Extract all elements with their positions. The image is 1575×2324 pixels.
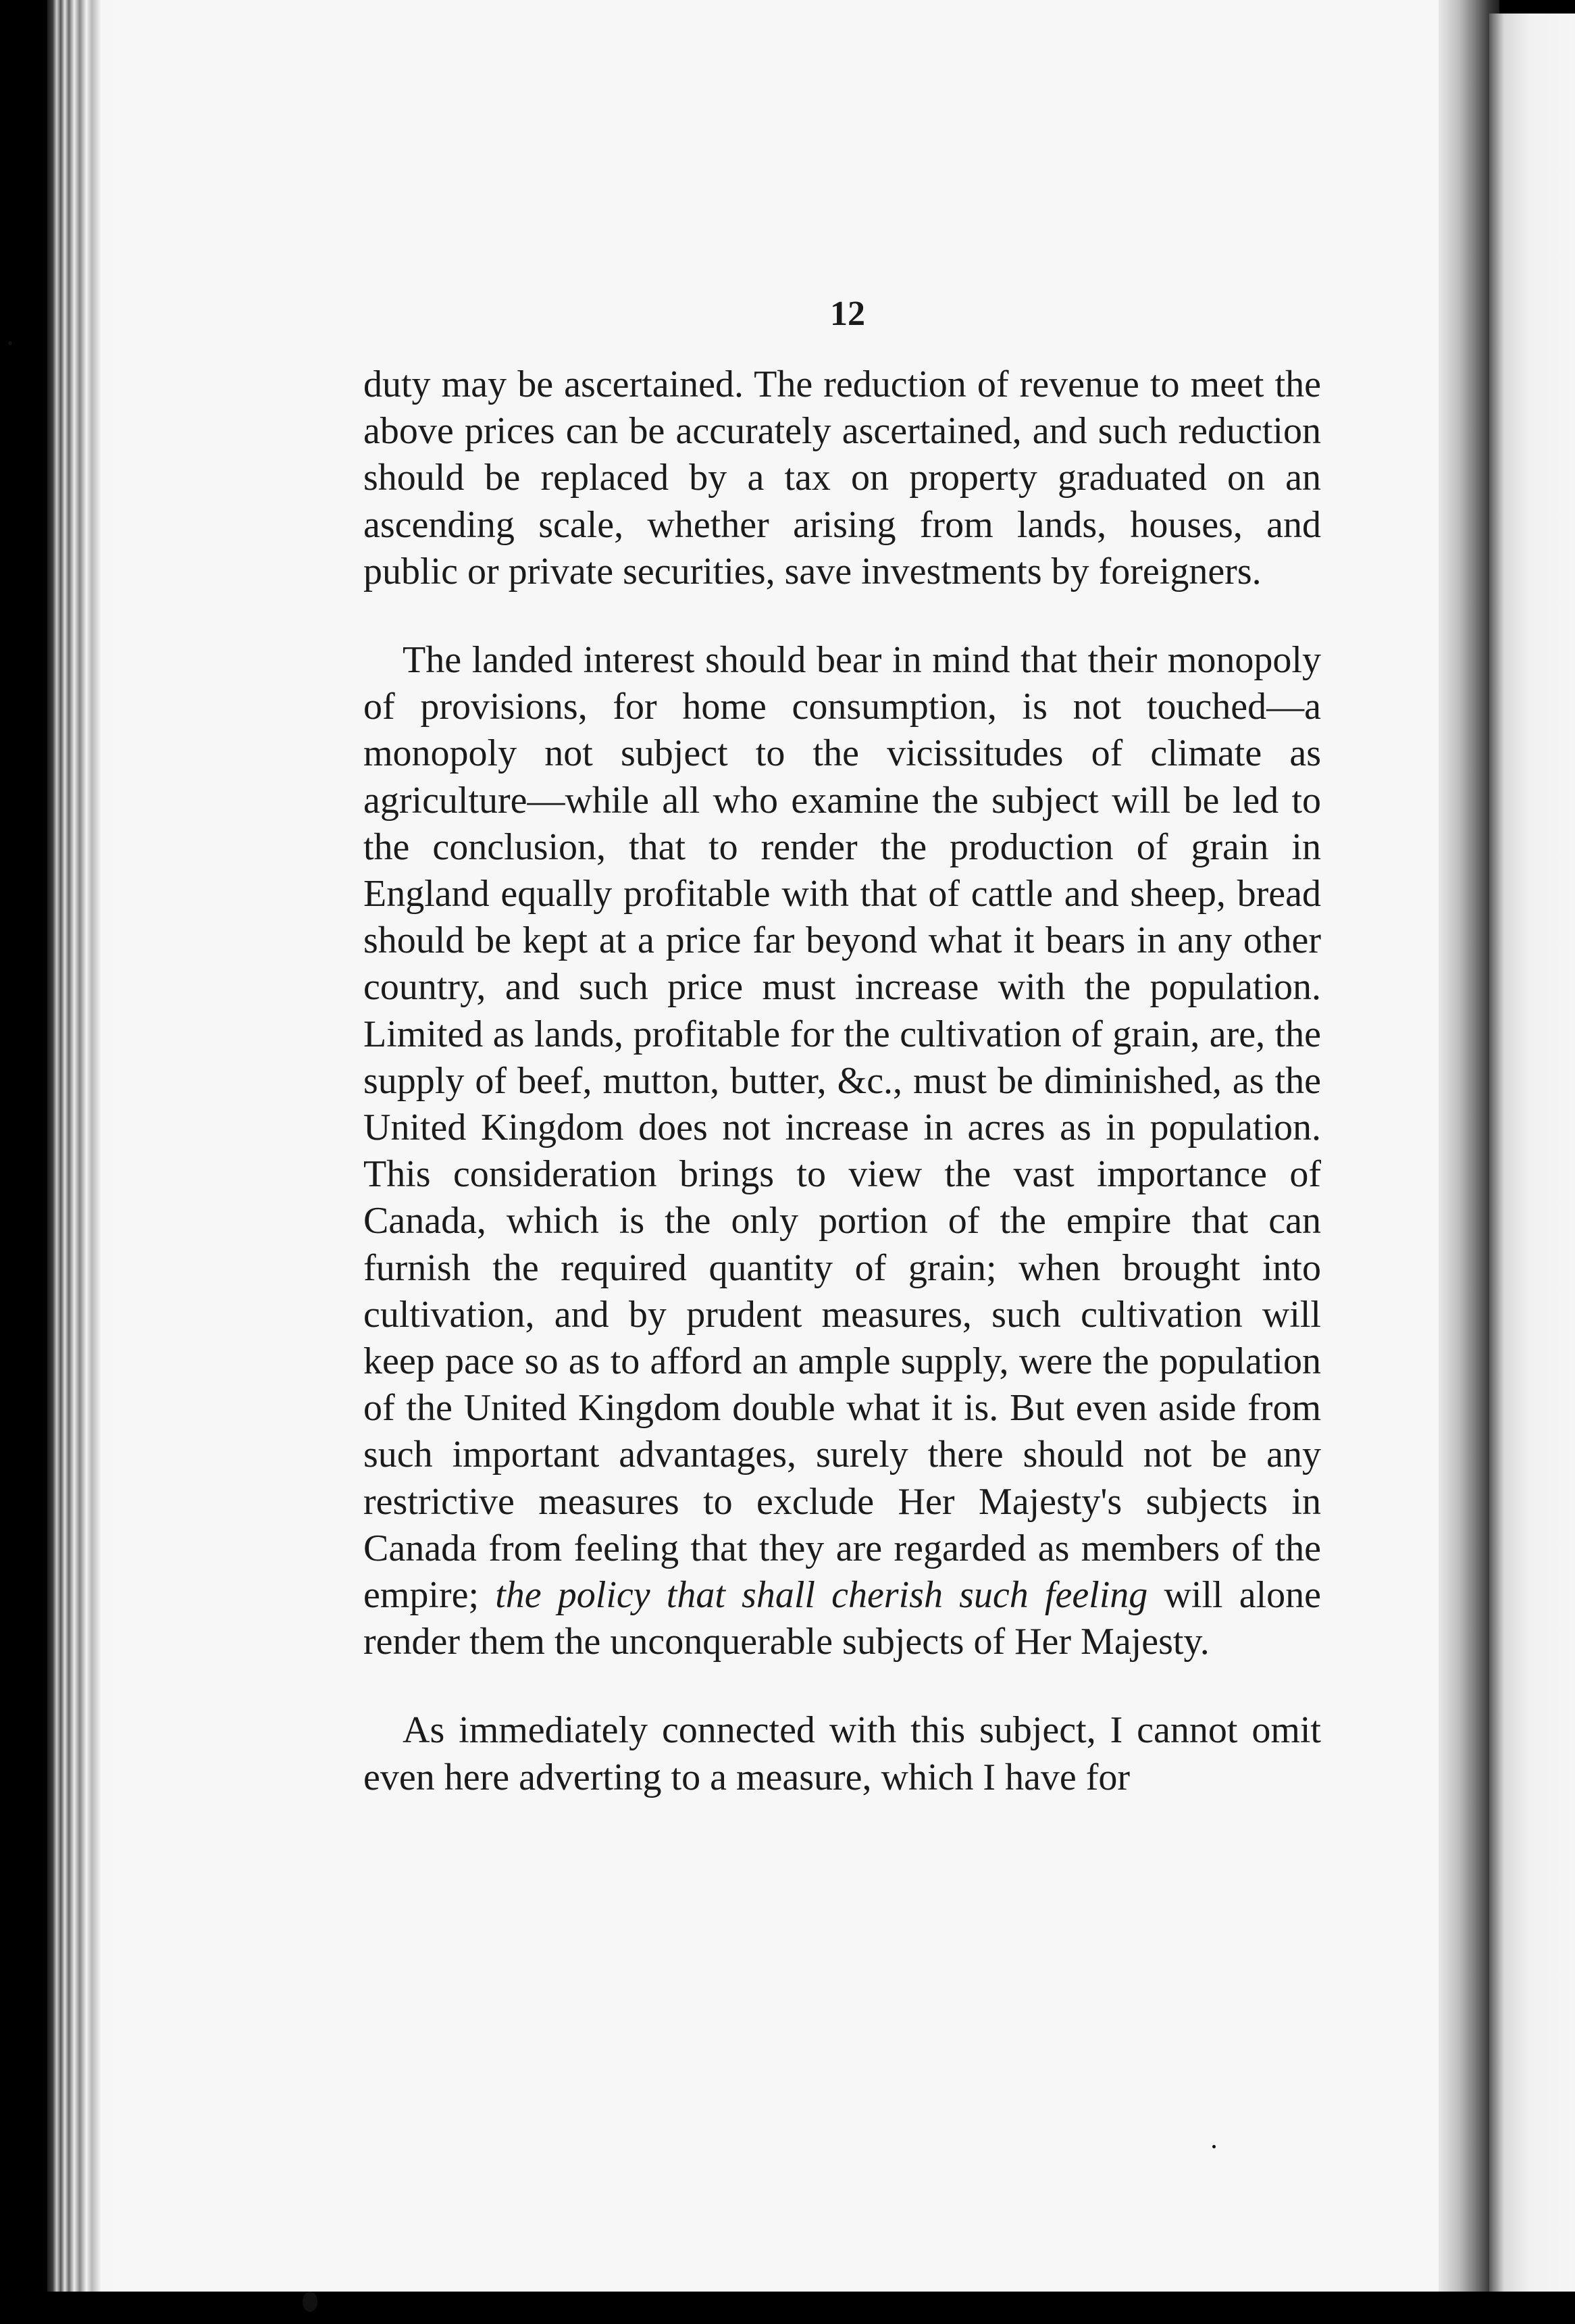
scan-speck bbox=[8, 341, 12, 345]
page-number: 12 bbox=[830, 295, 865, 333]
paragraph-2-text: The landed interest should bear in mind that their monopoly of provisions, for home consumption, is not touched—a monopoly not subject to the vicissitudes of climate as agriculture—while all who examine the subject will be led to the conclusion, that to render the production of grain in England equally profitable with that of cattle and sheep, bread should be kept at a price far beyond what it bears in any other country, and such price must increase with the population. Limited as lands, profitable for the cultivation of grain, are, the supply of beef, mutton, butter, &c., must be diminished, as the United Kingdom does not increase in acres as in population. This consideration brings to view the vast importance of Canada, which is the only portion of the empire that can furnish the required quantity of grain; when brought into cultivation, and by prudent measures, such cultivation will keep pace so as to afford an ample supply, were the population of the United Kingdom double what it is. But even aside from such important advantages, surely there should not be any restrictive measures to exclude Her Majesty's subjects in Canada from feeling that they are regarded as members of the empire; bbox=[363, 639, 1321, 1617]
paragraph-2-closing-text: will alone render them the unconquerable subjects of Her Majesty. bbox=[363, 1574, 1321, 1663]
paragraph-2-italic-text: the policy that shall cherish such feeling bbox=[495, 1574, 1148, 1617]
page-body bbox=[363, 361, 1321, 1801]
paragraph-3: As immediately connected with this subject, I cannot omit even here adverting to a measure, which I have for bbox=[363, 1709, 1321, 1798]
scan-speck bbox=[1212, 2145, 1216, 2148]
adjacent-page-edge bbox=[1489, 14, 1575, 2297]
scan-border bbox=[0, 2292, 1575, 2324]
paragraph-2 bbox=[363, 637, 1321, 1665]
paragraph-1: duty may be ascertained. The reduction of revenue to meet the above prices can be accurately ascertained, and such reduction should be replaced by a tax on property graduated on an ascending scale, whether arising from lands, houses, and public or private securities, save investments by foreigners. bbox=[363, 363, 1321, 592]
scan-speck bbox=[303, 2292, 317, 2312]
page-edges bbox=[47, 0, 142, 2294]
